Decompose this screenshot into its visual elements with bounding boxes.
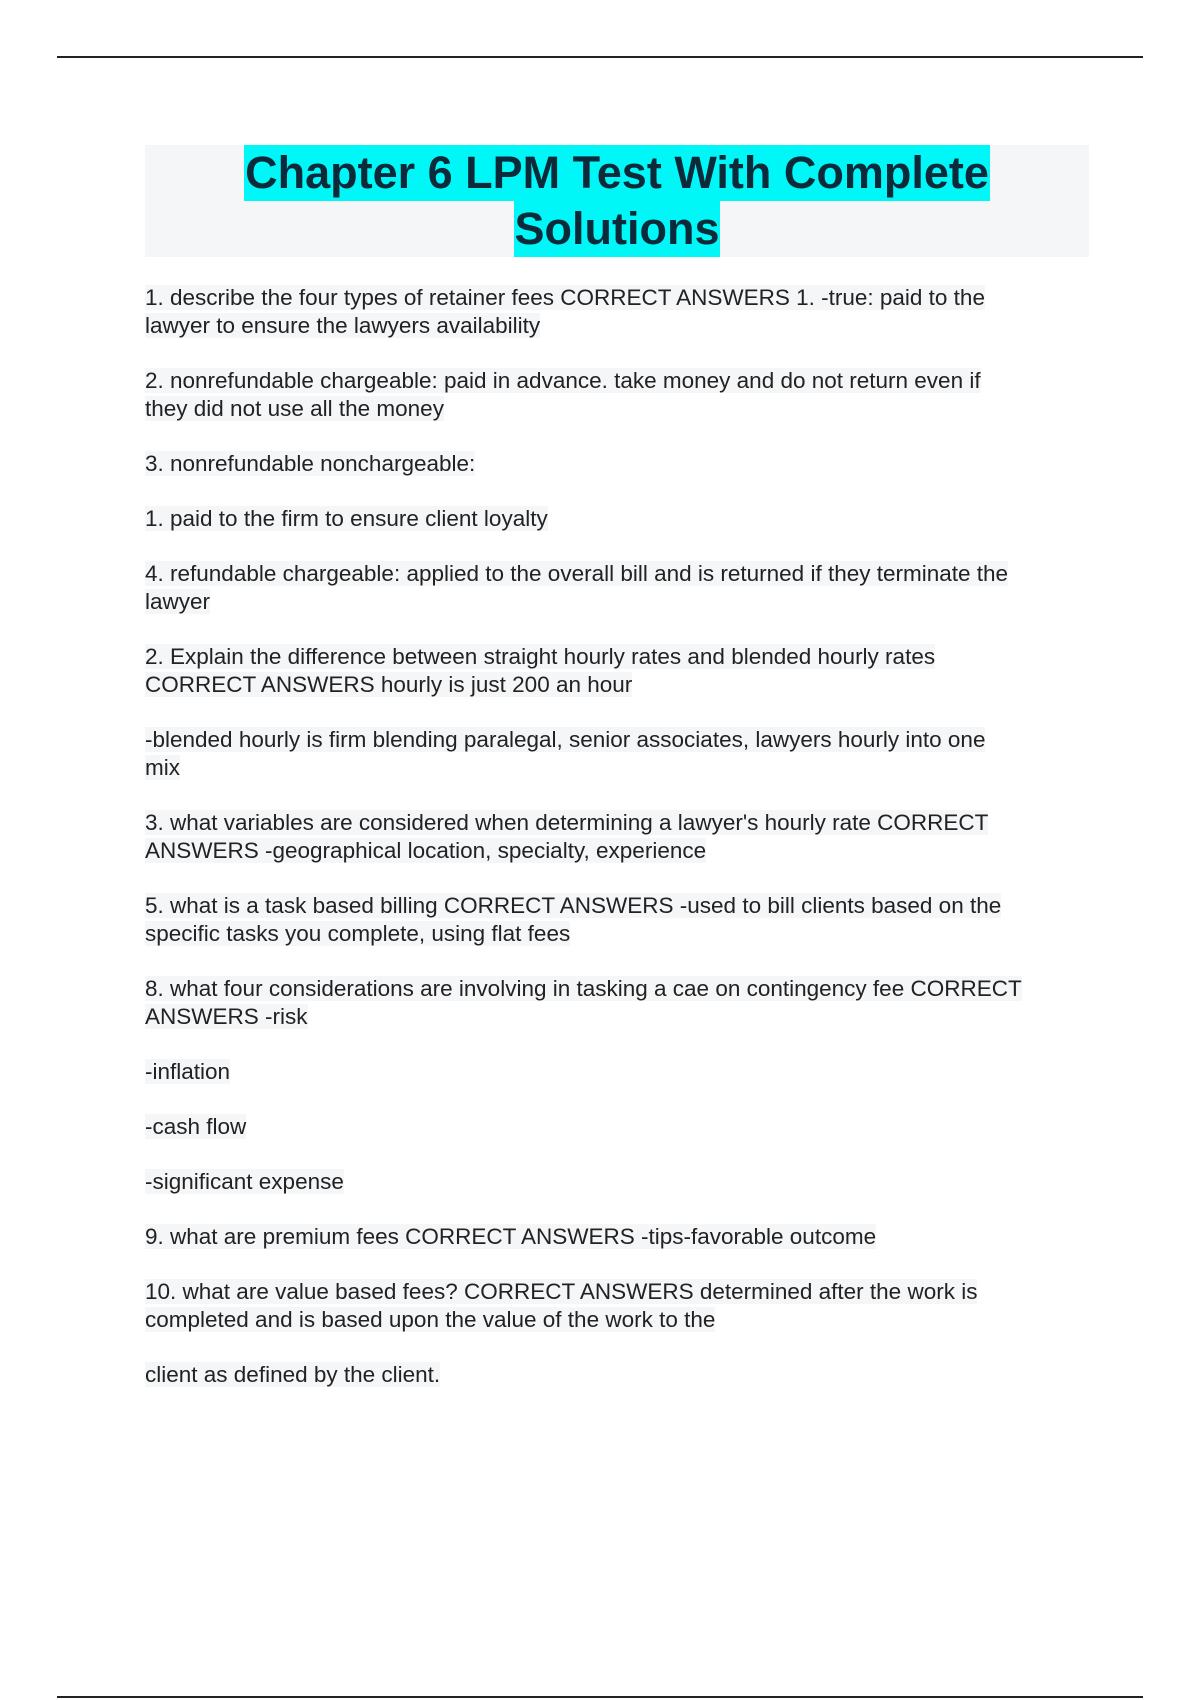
paragraph bbox=[145, 1278, 1095, 1334]
paragraph bbox=[145, 505, 1095, 533]
paragraph-text bbox=[145, 976, 1022, 1029]
text-line: client as defined by the client. bbox=[145, 1362, 441, 1387]
paragraph bbox=[145, 643, 1095, 699]
paragraph bbox=[145, 1168, 1095, 1196]
text-line: lawyer bbox=[145, 589, 211, 614]
paragraph-text bbox=[145, 810, 988, 863]
text-line: 3. nonrefundable nonchargeable: bbox=[145, 451, 476, 476]
paragraph bbox=[145, 975, 1095, 1031]
text-line: completed and is based upon the value of the work to the bbox=[145, 1307, 716, 1332]
text-line: 3. what variables are considered when determining a lawyer's hourly rate CORRECT bbox=[145, 810, 989, 835]
text-line: 10. what are value based fees? CORRECT ANSWERS determined after the work is bbox=[145, 1279, 978, 1304]
text-line: 9. what are premium fees CORRECT ANSWERS -tips-favorable outcome bbox=[145, 1224, 877, 1249]
paragraph-text bbox=[145, 1279, 977, 1332]
text-line: ANSWERS -geographical location, specialty, experience bbox=[145, 838, 707, 863]
paragraph bbox=[145, 809, 1095, 865]
text-line: -inflation bbox=[145, 1059, 231, 1084]
text-line: -blended hourly is firm blending paralegal, senior associates, lawyers hourly into one bbox=[145, 727, 986, 752]
paragraph-text bbox=[145, 368, 981, 421]
paragraph-text bbox=[145, 1059, 230, 1084]
text-line: -significant expense bbox=[145, 1169, 344, 1194]
paragraph bbox=[145, 1223, 1095, 1251]
text-line: ANSWERS -risk bbox=[145, 1004, 308, 1029]
document-title bbox=[145, 145, 1089, 257]
paragraph-text bbox=[145, 1362, 440, 1387]
paragraph bbox=[145, 1113, 1095, 1141]
title-line bbox=[145, 201, 1089, 257]
paragraph bbox=[145, 450, 1095, 478]
paragraph-text bbox=[145, 1169, 344, 1194]
paragraph bbox=[145, 726, 1095, 782]
paragraph-text bbox=[145, 644, 935, 697]
paragraph-text bbox=[145, 1114, 246, 1139]
text-line: 2. Explain the difference between straight hourly rates and blended hourly rates bbox=[145, 644, 936, 669]
text-line: 2. nonrefundable chargeable: paid in advance. take money and do not return even if bbox=[145, 368, 981, 393]
paragraph-text bbox=[145, 285, 985, 338]
document-body bbox=[145, 284, 1095, 1416]
text-line: CORRECT ANSWERS hourly is just 200 an hour bbox=[145, 672, 633, 697]
top-rule bbox=[57, 56, 1143, 58]
title-line-2: Solutions bbox=[514, 201, 721, 257]
text-line: they did not use all the money bbox=[145, 396, 444, 421]
paragraph bbox=[145, 1361, 1095, 1389]
text-line: mix bbox=[145, 755, 180, 780]
title-line bbox=[145, 145, 1089, 201]
paragraph bbox=[145, 892, 1095, 948]
text-line: 4. refundable chargeable: applied to the overall bill and is returned if they terminate the bbox=[145, 561, 1009, 586]
paragraph-text bbox=[145, 1224, 876, 1249]
text-line: 8. what four considerations are involving in tasking a cae on contingency fee CORRECT bbox=[145, 976, 1022, 1001]
paragraph-text bbox=[145, 506, 548, 531]
text-line: specific tasks you complete, using flat fees bbox=[145, 921, 571, 946]
paragraph bbox=[145, 560, 1095, 616]
title-line-1: Chapter 6 LPM Test With Complete bbox=[244, 145, 990, 201]
text-line: -cash flow bbox=[145, 1114, 247, 1139]
paragraph bbox=[145, 1058, 1095, 1086]
paragraph bbox=[145, 367, 1095, 423]
text-line: 1. paid to the firm to ensure client loyalty bbox=[145, 506, 548, 531]
paragraph bbox=[145, 284, 1095, 340]
paragraph-text bbox=[145, 561, 1008, 614]
paragraph-text bbox=[145, 451, 475, 476]
paragraph-text bbox=[145, 893, 1001, 946]
bottom-rule bbox=[57, 1696, 1143, 1698]
text-line: 5. what is a task based billing CORRECT ANSWERS -used to bill clients based on the bbox=[145, 893, 1002, 918]
paragraph-text bbox=[145, 727, 985, 780]
text-line: lawyer to ensure the lawyers availability bbox=[145, 313, 541, 338]
text-line: 1. describe the four types of retainer fees CORRECT ANSWERS 1. -true: paid to the bbox=[145, 285, 985, 310]
